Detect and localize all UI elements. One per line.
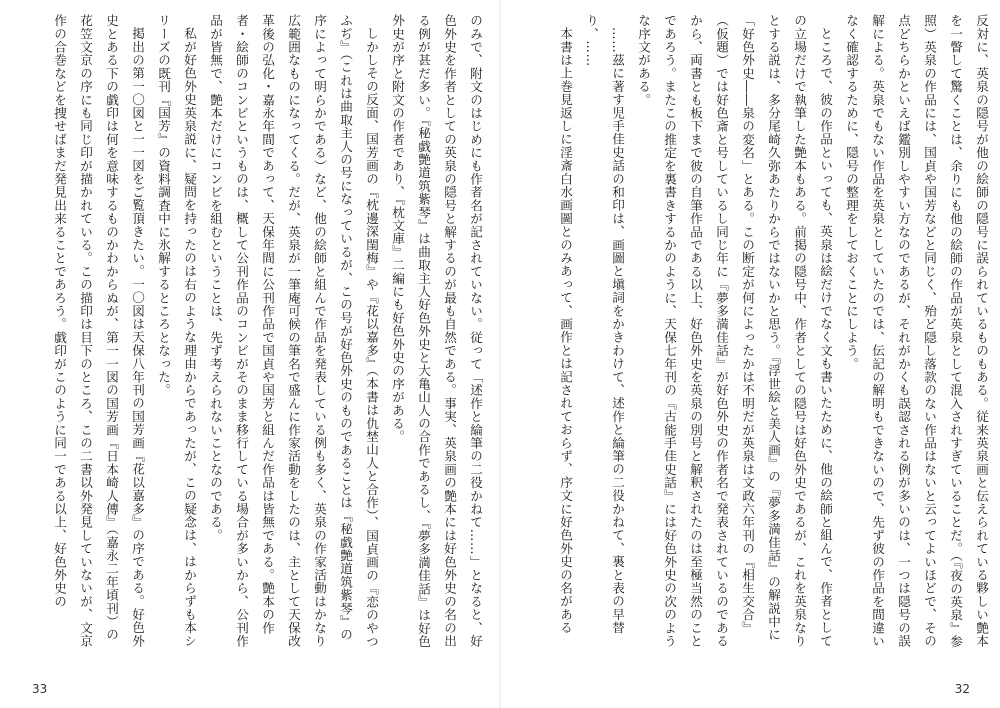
- quote-paragraph: ……茲に著す児手佳史話の和印は、画圖と塡詞をかきわけて、述作と綸筆の二役かねて、裏と表の早替り、……: [584, 14, 625, 634]
- right-page-text: [520, 14, 994, 654]
- paragraph: しかしその反面、国芳画の『枕邊深閨梅』や『花以嘉多』（本書は仇埜山人と合作）、国貞画の『恋のやつふぢ』（これは曲取主人の号になっているが、この号が好色外史のものであることは『秘戯艶道筑紫琴』の序によって明らかである）など、他の絵師と組んで作品を発表している例も多く、英泉の作家活動はかなり広範囲なものになってくる。だが、英泉が一筆庵可候の筆名で盛んに作家活動をしたのは、主として天保改革後の弘化・嘉永年間であって、天保年間に公刊作品で国貞や国芳と組んだ作品は皆無である。艶本の作者・絵師のコンビというものは、概して公刊作品のコンビがそのまま移行している場合が多いから、公刊作品が皆無で、艶本だけにコンビを組むということは、先ず考えられないことなのである。: [208, 14, 379, 648]
- page-number-right: 32: [954, 682, 970, 696]
- paragraph: 掲出の第一〇図と一一図をご覧頂きたい。一〇図は天保八年刊の国芳画『花以嘉多』の序である。好色外史とある下の戯印は何を意味するものかわからぬが、第一一図の国芳画『日本崎人傳』（嘉永二年頃刊）の花笠文京の序にも同じ印が描かれている。この描印は目下のところ、この二書以外発見していないが、文京作の合巻などを捜せばまだ発見出来ることであろう。戯印がこのように同一である以上、好色外史の: [52, 14, 145, 648]
- paragraph: ところで、彼の作品といっても、英泉は絵だけでなく文も書いたために、他の絵師と組んで、作者としての立場だけで執筆した艶本もある。前掲の隠号中、作者としての隠号は好色外史であるが、これを英泉なりとする説は、多分尾崎久弥あたりからではないかと思う。『浮世絵と美人画』の『夢多満佳話』の解説中に「好色外史――泉の変名」とある。この断定が何によったかは不明だが英泉は文政六年刊の『相生交合』（仮題）では好色斎と号しているし同じ年に『夢多満佳話』が好色外史の作者名で発表されているのであるから、両書とも板下まで彼の自筆作品である以上、好色外史を英泉の別号と解釈されたのは至極当然のことであろう。またこの推定を裏書きするかのように、天保七年刊の『古能手佳史話』には好色外史の次のような序文がある。: [636, 14, 833, 648]
- page-number-left: 33: [32, 682, 48, 696]
- paragraph: 私が好色外史英泉説に、疑問を持ったのは右のような理由からであったが、この疑念は、はからずも本シリーズの既刊『国芳』の資料調査中に氷解するところとなった。: [156, 14, 197, 647]
- left-page-text: [14, 14, 488, 654]
- paragraph: のみで、附文のはじめにも作者名が記されていない。従って「述作と綸筆の二役かねて……」となると、好色外史を作者としての英泉の隠号と解するのが最も自然である。事実、英泉画の艶本には好色外史の名の出る例が甚だ多い。『秘戯艶道筑紫琴』は曲取主人好色外史と大亀山人の合作であるし、『夢多満佳話』は好色外史が序と附文の作者であり、『枕文庫』二編にも好色外史の序がある。: [390, 14, 483, 649]
- paragraph: 反対に、英泉の隠号が他の絵師の隠号に誤られているものもある。従来英泉画と伝えられている夥しい艶本を一瞥して驚くことは、余りにも他の絵師の作品が英泉として混入されすぎていることだ。（『夜の英泉』参照）英泉の作品には、国貞や国芳などと同じく、殆ど隠し落款のない作品はないと云ってよいほどで、その点どちらかといえば鑑別しやすい方なのであるが、それがかくも誤認される例が多いのは、一つは隠号の誤解による。英泉でもない作品を英泉としていたのでは、伝記の解明もできないので、先ず彼の作品を間違いなく確認するために、隠号の整理をしておくことにしよう。: [844, 14, 989, 649]
- paragraph: 本書は上巻見返しに淫斎白水画圖とのみあって、画作とは記されておらず、序文に好色外史の名がある: [558, 26, 573, 634]
- right-page: [500, 0, 1000, 708]
